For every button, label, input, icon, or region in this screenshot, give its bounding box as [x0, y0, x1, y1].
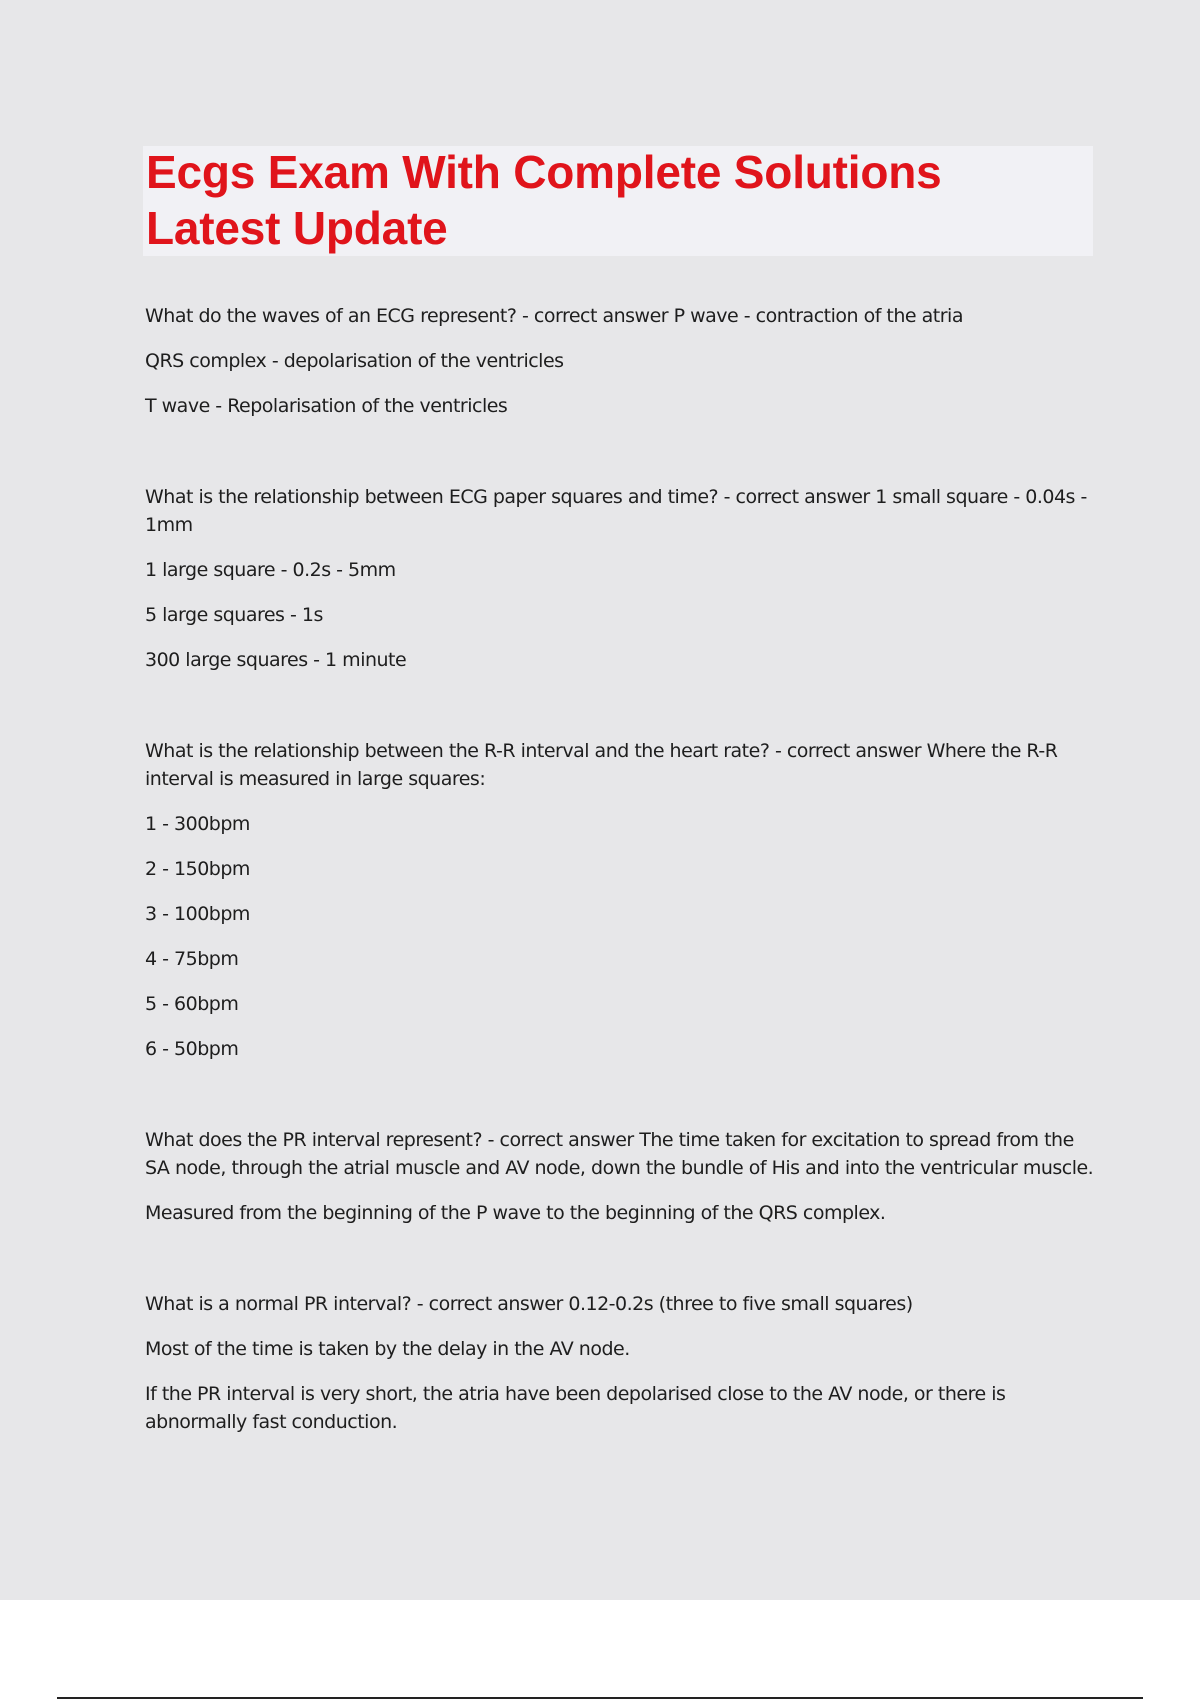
- footer-divider: [57, 1697, 1143, 1699]
- paragraph: 300 large squares - 1 minute: [145, 649, 407, 671]
- paragraph: 1 large square - 0.2s - 5mm: [145, 559, 396, 581]
- paragraph: QRS complex - depolarisation of the ventricles: [145, 350, 564, 372]
- paragraph: Most of the time is taken by the delay in the AV node.: [145, 1338, 630, 1360]
- paragraph: 3 - 100bpm: [145, 903, 250, 925]
- paragraph: What do the waves of an ECG represent? - correct answer P wave - contraction of the atria: [145, 305, 963, 327]
- document-body: [145, 302, 1095, 1499]
- title-line: Ecgs Exam With Complete Solutions: [146, 146, 942, 198]
- paragraph: 2 - 150bpm: [145, 858, 250, 880]
- title-line: Latest Update: [146, 202, 448, 254]
- qa-section: [145, 1126, 1095, 1227]
- paragraph: 4 - 75bpm: [145, 948, 239, 970]
- qa-section: [145, 302, 1095, 420]
- qa-section: [145, 1290, 1095, 1436]
- qa-section: [145, 483, 1095, 674]
- paragraph: 6 - 50bpm: [145, 1038, 239, 1060]
- document-title: [143, 144, 1093, 256]
- paragraph: What is the relationship between the R-R interval and the heart rate? - correct answer Where the R-R interval is measured in large squares:: [145, 740, 1058, 790]
- paragraph: 5 large squares - 1s: [145, 604, 323, 626]
- paragraph: 5 - 60bpm: [145, 993, 239, 1015]
- qa-section: [145, 737, 1095, 1063]
- paragraph: T wave - Repolarisation of the ventricles: [145, 395, 508, 417]
- title-box: [143, 146, 1093, 256]
- paragraph: Measured from the beginning of the P wave to the beginning of the QRS complex.: [145, 1202, 886, 1224]
- paragraph: What does the PR interval represent? - correct answer The time taken for excitation to spread from the SA node, through the atrial muscle and AV node, down the bundle of His and into the ventricular muscle.: [145, 1129, 1094, 1179]
- paragraph: If the PR interval is very short, the atria have been depolarised close to the AV node, or there is abnormally fast conduction.: [145, 1383, 1006, 1433]
- paragraph: What is a normal PR interval? - correct answer 0.12-0.2s (three to five small squares): [145, 1293, 913, 1315]
- paragraph: 1 - 300bpm: [145, 813, 250, 835]
- paragraph: What is the relationship between ECG paper squares and time? - correct answer 1 small square - 0.04s - 1mm: [145, 486, 1087, 536]
